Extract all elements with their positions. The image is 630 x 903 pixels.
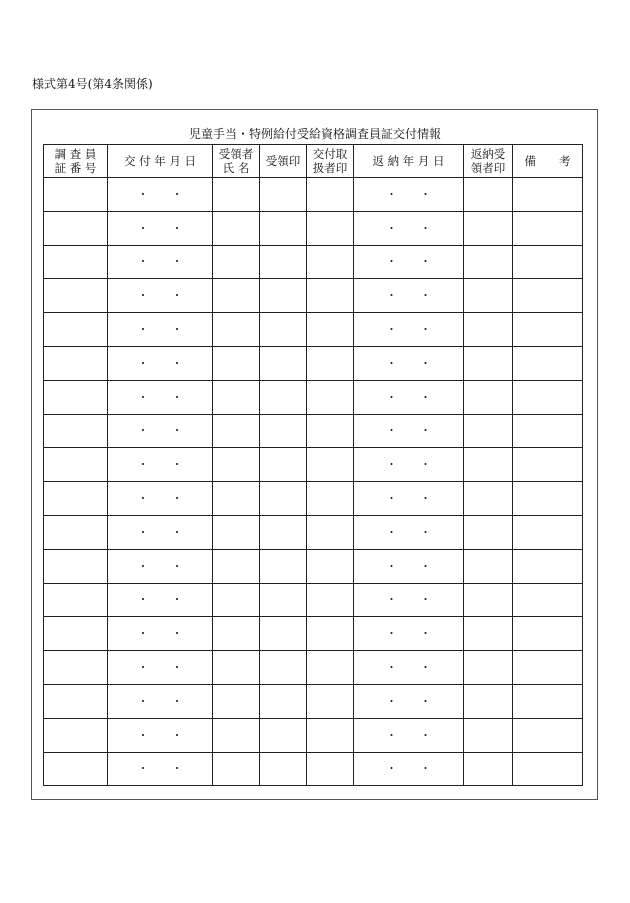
document-title: 児童手当・特例給付受給資格調査員証交付情報	[188, 127, 441, 141]
issuer-seal-cell[interactable]	[307, 448, 354, 482]
col-header-line: 交付取	[312, 147, 348, 161]
issuer-seal-cell[interactable]	[307, 245, 354, 279]
issue-date-cell[interactable]	[108, 313, 213, 347]
recipient-name-cell[interactable]	[213, 651, 260, 685]
return-date-cell[interactable]	[354, 178, 464, 212]
date-separator: ・	[137, 187, 149, 201]
col-header-return-date	[354, 145, 464, 178]
receipt-seal-cell[interactable]	[260, 617, 307, 651]
col-header-line: 受領者	[218, 147, 254, 161]
receipt-seal-cell[interactable]	[260, 279, 307, 313]
issuer-seal-cell[interactable]	[307, 684, 354, 718]
table-row	[44, 178, 583, 212]
table-row	[44, 752, 583, 786]
date-separator: ・	[137, 694, 149, 708]
id-number-cell[interactable]	[44, 211, 108, 245]
form-number-label: 様式第4号(第4条関係)	[32, 77, 153, 91]
return-receiver-seal-cell[interactable]	[464, 245, 513, 279]
col-header-line: 返 納 年 月 日	[372, 154, 445, 168]
recipient-name-cell[interactable]	[213, 211, 260, 245]
recipient-name-cell[interactable]	[213, 245, 260, 279]
date-separator: ・	[420, 694, 431, 708]
date-separators	[126, 323, 194, 336]
date-separators	[126, 492, 194, 505]
date-separator: ・	[171, 627, 183, 641]
return-receiver-seal-cell[interactable]	[464, 549, 513, 583]
receipt-seal-cell[interactable]	[260, 583, 307, 617]
date-separators	[126, 188, 194, 201]
return-date-cell[interactable]	[354, 684, 464, 718]
date-separators	[375, 492, 443, 505]
table-row	[44, 414, 583, 448]
col-header-issuer-seal	[307, 145, 354, 178]
return-receiver-seal-cell[interactable]	[464, 651, 513, 685]
date-separator: ・	[137, 627, 149, 641]
date-separator: ・	[420, 289, 431, 303]
return-date-cell[interactable]	[354, 515, 464, 549]
return-date-cell[interactable]	[354, 752, 464, 786]
issue-date-cell[interactable]	[108, 211, 213, 245]
col-header-line: 調 査 員	[54, 147, 97, 161]
date-separators	[126, 729, 194, 742]
receipt-seal-cell[interactable]	[260, 718, 307, 752]
receipt-seal-cell[interactable]	[260, 414, 307, 448]
date-separator: ・	[420, 390, 431, 404]
col-header-line: 返納受	[470, 147, 506, 161]
date-separators	[126, 458, 194, 471]
date-separator: ・	[171, 661, 183, 675]
date-separator: ・	[137, 289, 149, 303]
recipient-name-cell[interactable]	[213, 718, 260, 752]
date-separators	[375, 762, 443, 775]
issuer-seal-cell[interactable]	[307, 515, 354, 549]
date-separator: ・	[137, 559, 149, 573]
date-separator: ・	[386, 390, 397, 404]
date-separator: ・	[420, 661, 431, 675]
table-row	[44, 718, 583, 752]
date-separators	[126, 627, 194, 640]
recipient-name-cell[interactable]	[213, 346, 260, 380]
remarks-cell[interactable]	[513, 752, 583, 786]
recipient-name-cell[interactable]	[213, 515, 260, 549]
col-header-return-receiver-seal	[464, 145, 513, 178]
date-separator: ・	[420, 221, 431, 235]
issue-date-cell[interactable]	[108, 414, 213, 448]
return-date-cell[interactable]	[354, 482, 464, 516]
return-date-cell[interactable]	[354, 718, 464, 752]
table-row	[44, 617, 583, 651]
receipt-seal-cell[interactable]	[260, 684, 307, 718]
table-row	[44, 211, 583, 245]
issuer-seal-cell[interactable]	[307, 279, 354, 313]
return-date-cell[interactable]	[354, 346, 464, 380]
id-number-cell[interactable]	[44, 380, 108, 414]
return-receiver-seal-cell[interactable]	[464, 752, 513, 786]
date-separator: ・	[137, 593, 149, 607]
return-receiver-seal-cell[interactable]	[464, 583, 513, 617]
date-separator: ・	[386, 221, 397, 235]
issue-date-cell[interactable]	[108, 482, 213, 516]
remarks-cell[interactable]	[513, 651, 583, 685]
id-number-cell[interactable]	[44, 752, 108, 786]
receipt-seal-cell[interactable]	[260, 380, 307, 414]
table-row	[44, 583, 583, 617]
id-number-cell[interactable]	[44, 414, 108, 448]
issue-date-cell[interactable]	[108, 549, 213, 583]
date-separator: ・	[386, 323, 397, 337]
date-separator: ・	[386, 356, 397, 370]
date-separators	[375, 695, 443, 708]
return-date-cell[interactable]	[354, 313, 464, 347]
recipient-name-cell[interactable]	[213, 414, 260, 448]
date-separator: ・	[137, 661, 149, 675]
id-number-cell[interactable]	[44, 549, 108, 583]
recipient-name-cell[interactable]	[213, 583, 260, 617]
id-number-cell[interactable]	[44, 178, 108, 212]
date-separator: ・	[171, 458, 183, 472]
id-number-cell[interactable]	[44, 651, 108, 685]
date-separators	[126, 255, 194, 268]
remarks-cell[interactable]	[513, 549, 583, 583]
table-row	[44, 346, 583, 380]
return-date-cell[interactable]	[354, 617, 464, 651]
col-header-remarks	[513, 145, 583, 178]
return-date-cell[interactable]	[354, 583, 464, 617]
date-separators	[375, 424, 443, 437]
remarks-cell[interactable]	[513, 414, 583, 448]
receipt-seal-cell[interactable]	[260, 549, 307, 583]
receipt-seal-cell[interactable]	[260, 515, 307, 549]
issue-date-cell[interactable]	[108, 380, 213, 414]
issuance-register-table	[43, 144, 583, 786]
date-separators	[126, 762, 194, 775]
return-receiver-seal-cell[interactable]	[464, 380, 513, 414]
date-separator: ・	[171, 694, 183, 708]
date-separator: ・	[137, 221, 149, 235]
table-row	[44, 313, 583, 347]
id-number-cell[interactable]	[44, 279, 108, 313]
col-header-line: 扱者印	[312, 161, 348, 175]
remarks-cell[interactable]	[513, 211, 583, 245]
date-separator: ・	[386, 492, 397, 506]
date-separators	[126, 424, 194, 437]
date-separators	[126, 661, 194, 674]
date-separator: ・	[386, 525, 397, 539]
recipient-name-cell[interactable]	[213, 549, 260, 583]
remarks-cell[interactable]	[513, 684, 583, 718]
date-separator: ・	[420, 492, 431, 506]
recipient-name-cell[interactable]	[213, 313, 260, 347]
id-number-cell[interactable]	[44, 684, 108, 718]
date-separator: ・	[420, 424, 431, 438]
receipt-seal-cell[interactable]	[260, 245, 307, 279]
issue-date-cell[interactable]	[108, 448, 213, 482]
return-receiver-seal-cell[interactable]	[464, 313, 513, 347]
issuer-seal-cell[interactable]	[307, 752, 354, 786]
remarks-cell[interactable]	[513, 718, 583, 752]
date-separator: ・	[137, 356, 149, 370]
date-separator: ・	[386, 728, 397, 742]
return-receiver-seal-cell[interactable]	[464, 414, 513, 448]
id-number-cell[interactable]	[44, 617, 108, 651]
date-separator: ・	[420, 187, 431, 201]
date-separator: ・	[137, 323, 149, 337]
date-separator: ・	[386, 424, 397, 438]
date-separators	[375, 188, 443, 201]
col-header-id-number	[44, 145, 108, 178]
remarks-cell[interactable]	[513, 245, 583, 279]
remarks-cell[interactable]	[513, 346, 583, 380]
date-separator: ・	[171, 323, 183, 337]
id-number-cell[interactable]	[44, 346, 108, 380]
table-row	[44, 448, 583, 482]
remarks-cell[interactable]	[513, 178, 583, 212]
date-separator: ・	[386, 458, 397, 472]
date-separator: ・	[420, 762, 431, 776]
recipient-name-cell[interactable]	[213, 752, 260, 786]
date-separator: ・	[386, 762, 397, 776]
remarks-cell[interactable]	[513, 313, 583, 347]
receipt-seal-cell[interactable]	[260, 651, 307, 685]
date-separators	[126, 391, 194, 404]
date-separator: ・	[171, 221, 183, 235]
date-separator: ・	[420, 728, 431, 742]
date-separators	[126, 560, 194, 573]
recipient-name-cell[interactable]	[213, 482, 260, 516]
date-separator: ・	[137, 492, 149, 506]
return-receiver-seal-cell[interactable]	[464, 684, 513, 718]
date-separator: ・	[137, 255, 149, 269]
id-number-cell[interactable]	[44, 448, 108, 482]
recipient-name-cell[interactable]	[213, 380, 260, 414]
issuer-seal-cell[interactable]	[307, 313, 354, 347]
recipient-name-cell[interactable]	[213, 617, 260, 651]
issue-date-cell[interactable]	[108, 245, 213, 279]
receipt-seal-cell[interactable]	[260, 448, 307, 482]
date-separator: ・	[171, 289, 183, 303]
table-row	[44, 279, 583, 313]
date-separator: ・	[137, 390, 149, 404]
date-separator: ・	[171, 762, 183, 776]
date-separator: ・	[386, 559, 397, 573]
date-separator: ・	[386, 661, 397, 675]
issuer-seal-cell[interactable]	[307, 651, 354, 685]
date-separator: ・	[171, 390, 183, 404]
date-separator: ・	[420, 255, 431, 269]
date-separators	[375, 323, 443, 336]
date-separators	[375, 560, 443, 573]
date-separator: ・	[420, 458, 431, 472]
col-header-line: 氏 名	[222, 161, 250, 175]
date-separators	[375, 289, 443, 302]
date-separator: ・	[137, 424, 149, 438]
col-header-recipient-name	[213, 145, 260, 178]
col-header-line: 証 番 号	[54, 161, 97, 175]
date-separators	[375, 458, 443, 471]
issue-date-cell[interactable]	[108, 718, 213, 752]
date-separators	[375, 526, 443, 539]
receipt-seal-cell[interactable]	[260, 482, 307, 516]
return-date-cell[interactable]	[354, 245, 464, 279]
date-separator: ・	[420, 593, 431, 607]
return-date-cell[interactable]	[354, 279, 464, 313]
issuer-seal-cell[interactable]	[307, 211, 354, 245]
table-row	[44, 245, 583, 279]
receipt-seal-cell[interactable]	[260, 211, 307, 245]
issuer-seal-cell[interactable]	[307, 718, 354, 752]
date-separator: ・	[137, 728, 149, 742]
issuer-seal-cell[interactable]	[307, 482, 354, 516]
date-separator: ・	[171, 525, 183, 539]
issuer-seal-cell[interactable]	[307, 583, 354, 617]
date-separators	[375, 255, 443, 268]
table-row	[44, 549, 583, 583]
receipt-seal-cell[interactable]	[260, 752, 307, 786]
remarks-cell[interactable]	[513, 583, 583, 617]
return-date-cell[interactable]	[354, 549, 464, 583]
remarks-cell[interactable]	[513, 482, 583, 516]
col-header-line: 備 考	[524, 154, 571, 168]
register-body	[44, 178, 583, 786]
issue-date-cell[interactable]	[108, 178, 213, 212]
receipt-seal-cell[interactable]	[260, 313, 307, 347]
date-separator: ・	[386, 593, 397, 607]
id-number-cell[interactable]	[44, 583, 108, 617]
remarks-cell[interactable]	[513, 515, 583, 549]
table-row	[44, 380, 583, 414]
date-separator: ・	[386, 255, 397, 269]
date-separator: ・	[171, 187, 183, 201]
id-number-cell[interactable]	[44, 313, 108, 347]
id-number-cell[interactable]	[44, 718, 108, 752]
return-date-cell[interactable]	[354, 380, 464, 414]
issuer-seal-cell[interactable]	[307, 380, 354, 414]
col-header-line: 領者印	[470, 161, 506, 175]
date-separator: ・	[137, 525, 149, 539]
return-date-cell[interactable]	[354, 414, 464, 448]
recipient-name-cell[interactable]	[213, 684, 260, 718]
recipient-name-cell[interactable]	[213, 178, 260, 212]
date-separators	[375, 661, 443, 674]
date-separators	[126, 526, 194, 539]
remarks-cell[interactable]	[513, 279, 583, 313]
id-number-cell[interactable]	[44, 482, 108, 516]
return-receiver-seal-cell[interactable]	[464, 279, 513, 313]
id-number-cell[interactable]	[44, 515, 108, 549]
date-separator: ・	[386, 627, 397, 641]
return-receiver-seal-cell[interactable]	[464, 617, 513, 651]
date-separators	[126, 289, 194, 302]
return-date-cell[interactable]	[354, 448, 464, 482]
date-separators	[375, 593, 443, 606]
issue-date-cell[interactable]	[108, 279, 213, 313]
date-separator: ・	[386, 694, 397, 708]
recipient-name-cell[interactable]	[213, 448, 260, 482]
recipient-name-cell[interactable]	[213, 279, 260, 313]
date-separator: ・	[137, 458, 149, 472]
date-separator: ・	[171, 593, 183, 607]
col-header-line: 受領印	[265, 154, 301, 168]
date-separator: ・	[420, 627, 431, 641]
return-receiver-seal-cell[interactable]	[464, 448, 513, 482]
issuer-seal-cell[interactable]	[307, 617, 354, 651]
issue-date-cell[interactable]	[108, 583, 213, 617]
table-row	[44, 651, 583, 685]
date-separator: ・	[171, 424, 183, 438]
date-separator: ・	[171, 728, 183, 742]
issue-date-cell[interactable]	[108, 617, 213, 651]
table-row	[44, 684, 583, 718]
date-separator: ・	[171, 255, 183, 269]
return-receiver-seal-cell[interactable]	[464, 211, 513, 245]
date-separator: ・	[420, 525, 431, 539]
date-separators	[126, 357, 194, 370]
issue-date-cell[interactable]	[108, 515, 213, 549]
col-header-line: 交 付 年 月 日	[123, 154, 197, 168]
col-header-receipt-seal	[260, 145, 307, 178]
table-row	[44, 482, 583, 516]
issuer-seal-cell[interactable]	[307, 178, 354, 212]
return-date-cell[interactable]	[354, 651, 464, 685]
remarks-cell[interactable]	[513, 617, 583, 651]
date-separator: ・	[137, 762, 149, 776]
return-receiver-seal-cell[interactable]	[464, 718, 513, 752]
date-separators	[126, 222, 194, 235]
receipt-seal-cell[interactable]	[260, 346, 307, 380]
return-receiver-seal-cell[interactable]	[464, 178, 513, 212]
date-separators	[375, 357, 443, 370]
issue-date-cell[interactable]	[108, 651, 213, 685]
date-separator: ・	[171, 356, 183, 370]
issue-date-cell[interactable]	[108, 752, 213, 786]
table-row	[44, 515, 583, 549]
date-separator: ・	[420, 323, 431, 337]
date-separator: ・	[386, 289, 397, 303]
issuer-seal-cell[interactable]	[307, 414, 354, 448]
date-separator: ・	[171, 492, 183, 506]
date-separator: ・	[386, 187, 397, 201]
col-header-issue-date	[108, 145, 213, 178]
remarks-cell[interactable]	[513, 380, 583, 414]
issuer-seal-cell[interactable]	[307, 346, 354, 380]
date-separators	[126, 695, 194, 708]
return-receiver-seal-cell[interactable]	[464, 346, 513, 380]
date-separators	[375, 391, 443, 404]
date-separators	[126, 593, 194, 606]
date-separator: ・	[420, 559, 431, 573]
date-separators	[375, 222, 443, 235]
date-separator: ・	[420, 356, 431, 370]
issue-date-cell[interactable]	[108, 684, 213, 718]
issue-date-cell[interactable]	[108, 346, 213, 380]
date-separator: ・	[171, 559, 183, 573]
date-separators	[375, 627, 443, 640]
return-receiver-seal-cell[interactable]	[464, 515, 513, 549]
date-separators	[375, 729, 443, 742]
return-date-cell[interactable]	[354, 211, 464, 245]
issuer-seal-cell[interactable]	[307, 549, 354, 583]
remarks-cell[interactable]	[513, 448, 583, 482]
return-receiver-seal-cell[interactable]	[464, 482, 513, 516]
header-row	[44, 145, 583, 178]
id-number-cell[interactable]	[44, 245, 108, 279]
receipt-seal-cell[interactable]	[260, 178, 307, 212]
